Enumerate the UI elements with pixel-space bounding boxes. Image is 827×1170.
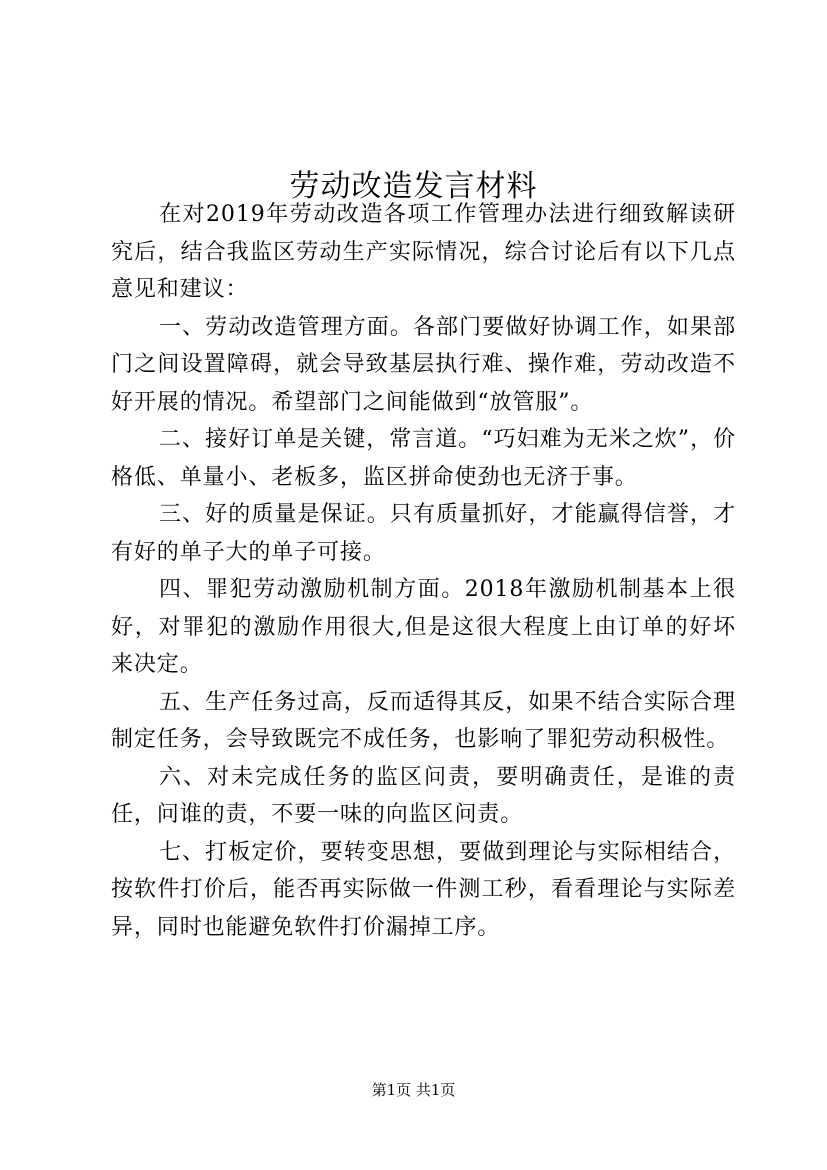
paragraph-point-1: 一、劳动改造管理方面。各部门要做好协调工作，如果部门之间设置障碍，就会导致基层执行难、操作难，劳动改造不好开展的情况。希望部门之间能做到“放管服”。 [111,314,736,415]
paragraph-intro: 在对2019年劳动改造各项工作管理办法进行细致解读研究后，结合我监区劳动生产实际情况，综合讨论后有以下几点意见和建议： [111,202,736,302]
paragraph-point-4: 四、罪犯劳动激励机制方面。2018年激励机制基本上很好，对罪犯的激励作用很大,但是这很大程度上由订单的好坏来决定。 [111,577,736,677]
paragraph-point-7: 七、打板定价，要转变思想，要做到理论与实际相结合，按软件打价后，能否再实际做一件测工秒，看看理论与实际差异，同时也能避免软件打价漏掉工序。 [111,839,736,940]
paragraph-point-6: 六、对未完成任务的监区问责，要明确责任，是谁的责任，问谁的责，不要一味的向监区问责。 [111,764,736,827]
paragraph-point-3: 三、好的质量是保证。只有质量抓好，才能赢得信誉，才有好的单子大的单子可接。 [111,502,736,565]
paragraph-point-5: 五、生产任务过高，反而适得其反，如果不结合实际合理制定任务，会导致既完不成任务，也影响了罪犯劳动积极性。 [111,689,736,752]
document-title: 劳动改造发言材料 [289,169,538,205]
paragraph-point-2: 二、接好订单是关键，常言道。“巧妇难为无米之炊”，价格低、单量小、老板多，监区拼命使劲也无济于事。 [111,427,736,490]
page-number-footer: 第1页 共1页 [371,1081,456,1099]
document-body [111,196,736,946]
